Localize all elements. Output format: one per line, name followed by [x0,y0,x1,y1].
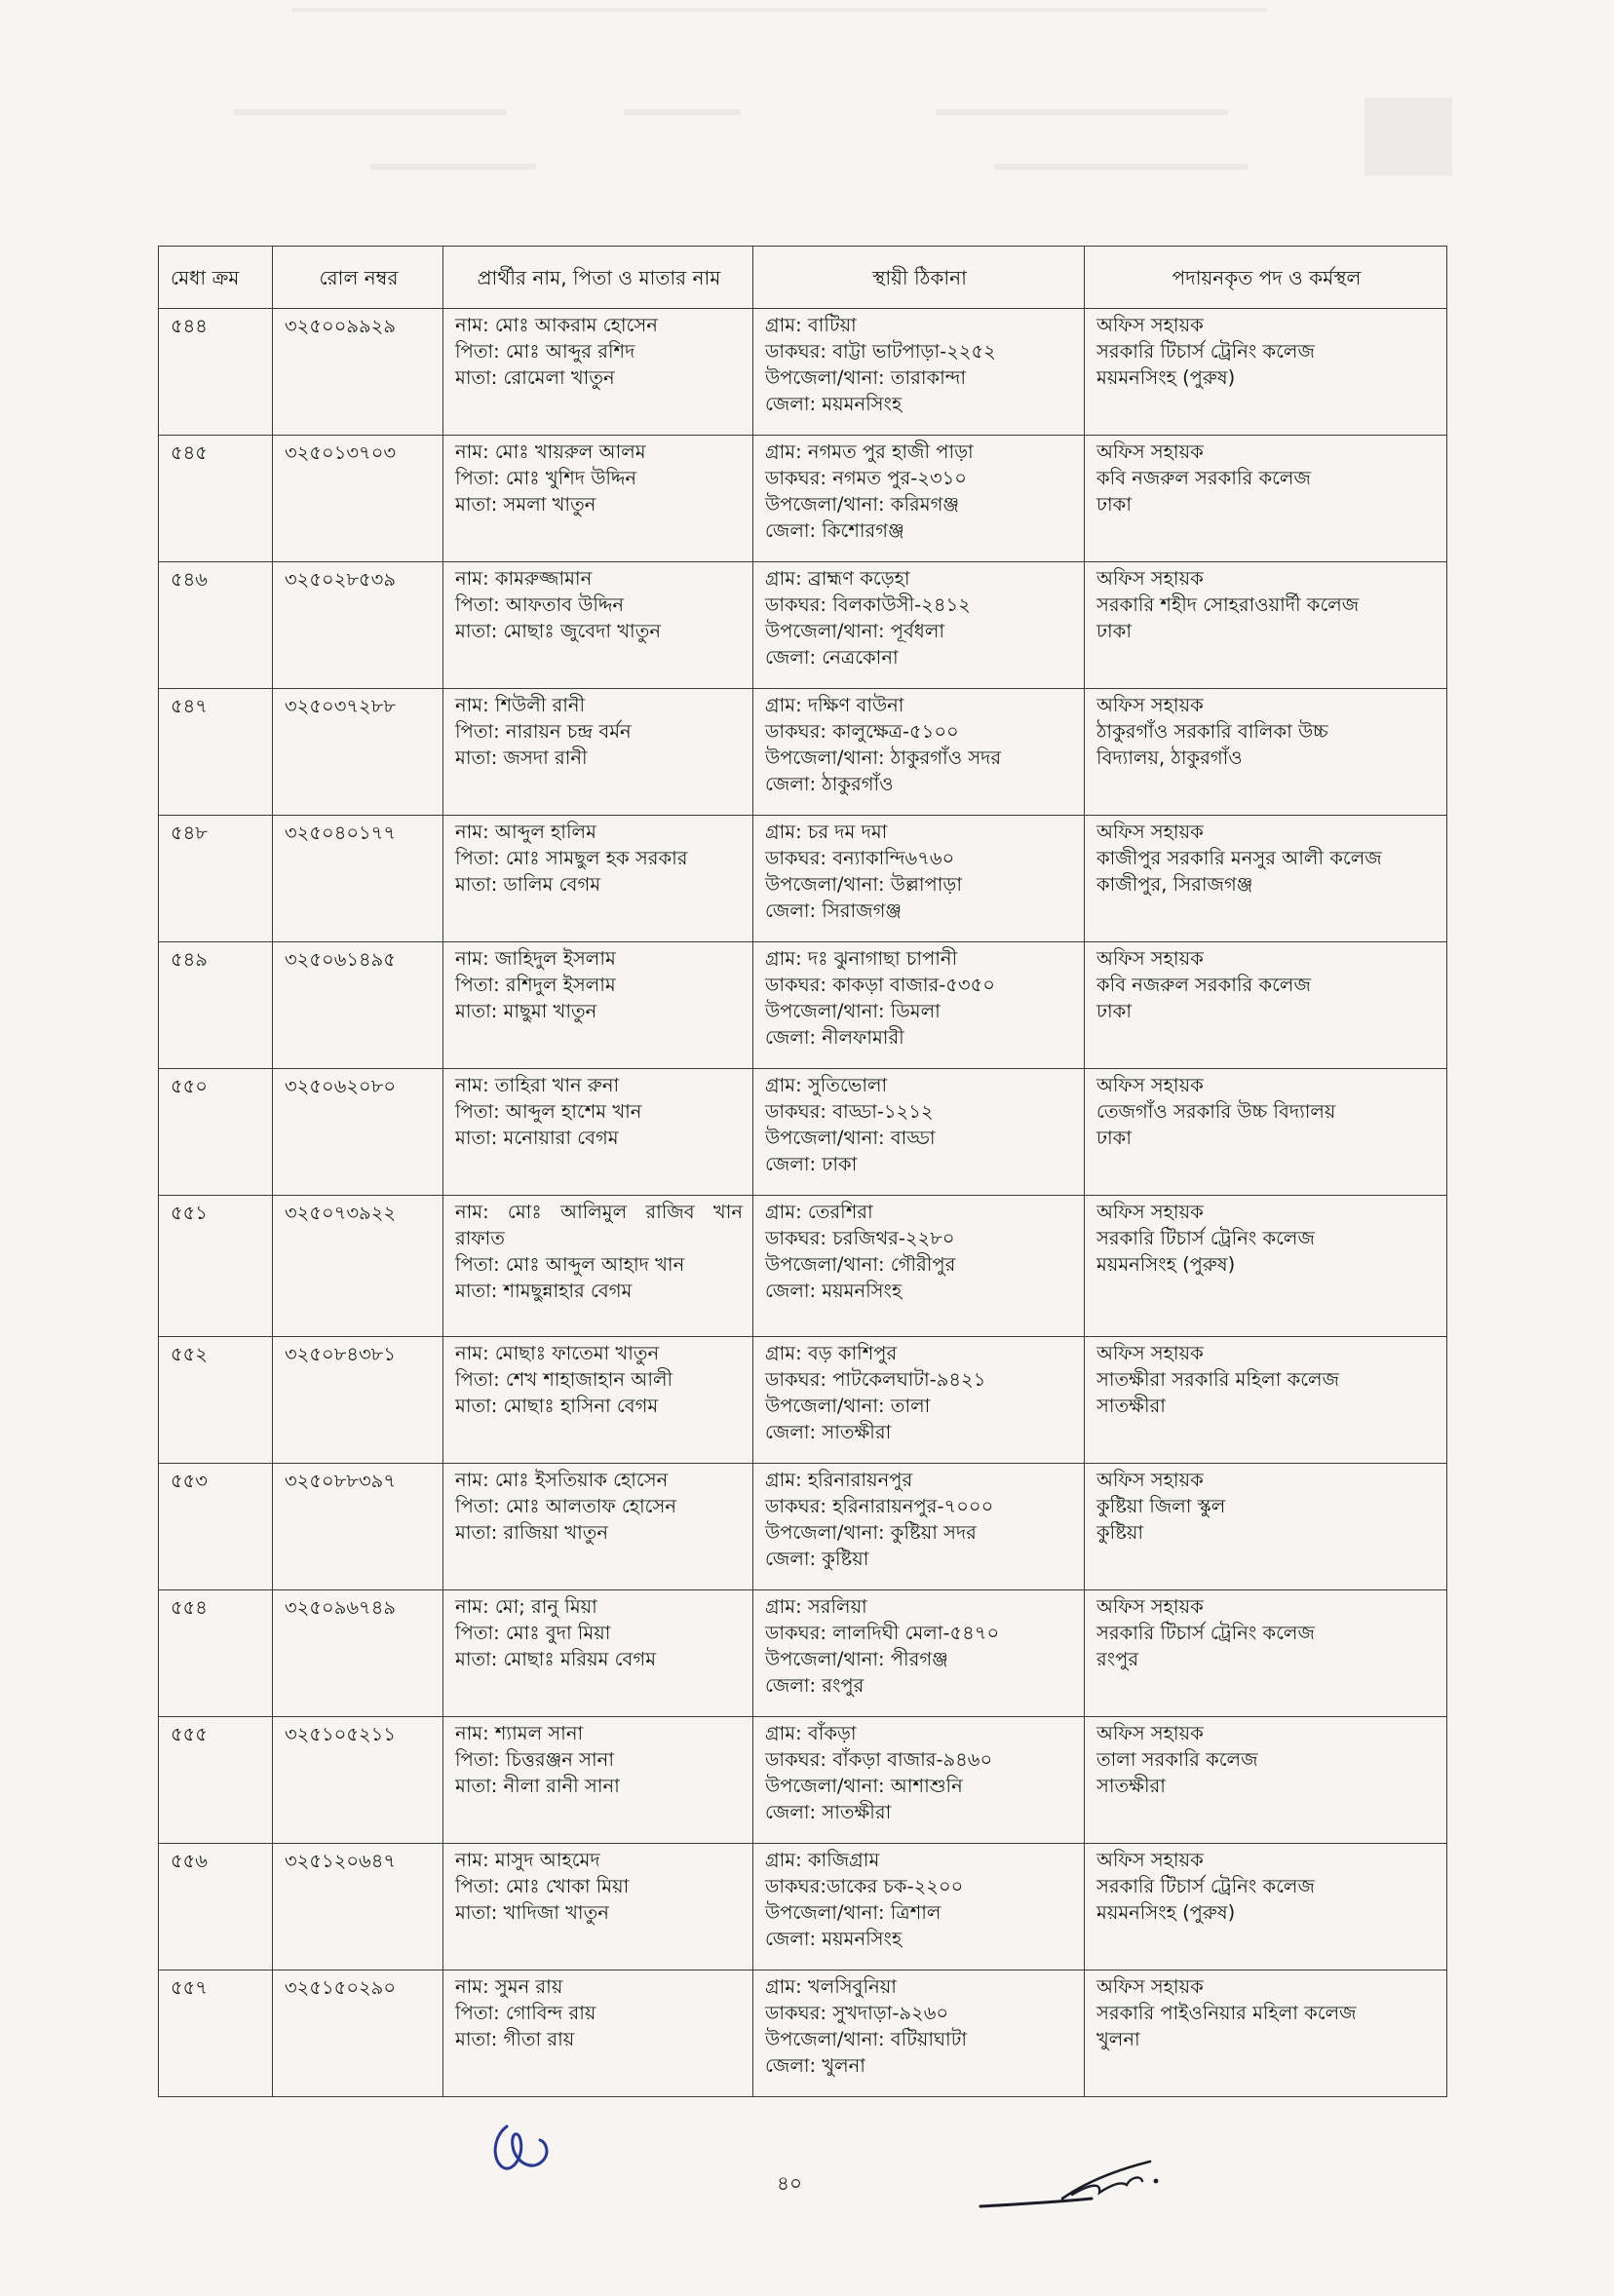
table-header-row [159,247,1447,309]
address-line: জেলা: নীলফামারী [765,1026,904,1049]
address-cell [753,942,1085,1069]
posting-line: কুষ্টিয়া [1096,1521,1144,1544]
bleed-mark [370,164,536,170]
candidate-line: পিতা: শেখ শাহাজাহান আলী [455,1368,673,1391]
posting-line: ময়মনসিংহ (পুরুষ) [1096,1901,1236,1924]
address-line: জেলা: ঠাকুরগাঁও [765,773,894,795]
table-row [159,1337,1447,1464]
serial-cell: ৫৪৮ [159,816,273,942]
address-line: ডাকঘর: বাঁকড়া বাজার-৯৪৬০ [765,1748,993,1771]
candidate-cell [443,1971,753,2097]
candidate-line: মাতা: নীলা রানী সানা [455,1775,620,1797]
address-line: জেলা: নেত্রকোনা [765,646,899,669]
header-address: স্থায়ী ঠিকানা [753,247,1085,309]
address-line: জেলা: সাতক্ষীরা [765,1801,892,1823]
posting-line: ঢাকা [1096,1127,1132,1149]
serial-cell: ৫৫৬ [159,1844,273,1971]
table-row [159,1590,1447,1717]
posting-line: সরকারি টিচার্স ট্রেনিং কলেজ [1096,1875,1315,1897]
address-line: ডাকঘর: বিলকাউসী-২৪১২ [765,593,971,616]
address-line: উপজেলা/থানা: বটিয়াঘাটা [765,2028,967,2050]
posting-line: খুলনা [1096,2028,1140,2050]
serial-cell: ৫৫০ [159,1069,273,1196]
table-row [159,1464,1447,1590]
candidate-line: নাম: মোঃ খায়রুল আলম [455,440,646,463]
signature-left [485,2117,563,2185]
candidate-cell [443,1069,753,1196]
address-line: গ্রাম: দঃ ঝুনাগাছা চাপানী [765,947,958,970]
address-line: গ্রাম: হরিনারায়নপুর [765,1469,913,1491]
address-cell [753,1590,1085,1717]
candidate-cell [443,1196,753,1337]
candidate-line: মাতা: মাছুমা খাতুন [455,1000,597,1022]
serial-cell: ৫৫৭ [159,1971,273,2097]
address-line: উপজেলা/থানা: কুষ্টিয়া সদর [765,1521,977,1544]
address-line: গ্রাম: সুতিভোলা [765,1074,888,1096]
address-cell [753,436,1085,562]
posting-cell [1085,942,1447,1069]
candidate-line: নাম: মোঃ আলিমুল রাজিব খান রাফাত [455,1201,743,1249]
posting-cell [1085,562,1447,689]
candidate-line: মাতা: রোমেলা খাতুন [455,366,615,389]
posting-line: অফিস সহায়ক [1096,1201,1204,1223]
posting-cell [1085,1069,1447,1196]
candidate-line: পিতা: মোঃ আলতাফ হোসেন [455,1495,677,1517]
address-cell [753,1196,1085,1337]
header-posting: পদায়নকৃত পদ ও কর্মস্থল [1085,247,1447,309]
candidate-line: মাতা: জসদা রানী [455,746,588,769]
candidate-line: নাম: মোঃ আকরাম হোসেন [455,314,658,336]
candidate-line: পিতা: মোঃ সামছুল হক সরকার [455,847,688,869]
posting-cell [1085,436,1447,562]
posting-line: সাতক্ষীরা সরকারি মহিলা কলেজ [1096,1368,1340,1391]
candidate-line: পিতা: রশিদুল ইসলাম [455,974,616,996]
posting-cell [1085,1590,1447,1717]
candidate-cell [443,1464,753,1590]
candidate-line: পিতা: নারায়ন চন্দ্র বর্মন [455,720,632,743]
posting-line: ময়মনসিংহ (পুরুষ) [1096,366,1236,389]
address-cell [753,1717,1085,1844]
table-row [159,689,1447,816]
posting-line: অফিস সহায়ক [1096,1342,1204,1364]
roll-cell: ৩২৫০৮৮৩৯৭ [273,1464,443,1590]
address-line: ডাকঘর: নগমত পুর-২৩১০ [765,467,967,489]
candidate-line: মাতা: গীতা রায় [455,2028,575,2050]
address-line: ডাকঘর: পাটকেলঘাটা-৯৪২১ [765,1368,986,1391]
posting-line: অফিস সহায়ক [1096,694,1204,716]
candidate-cell [443,1337,753,1464]
roll-cell: ৩২৫০২৮৫৩৯ [273,562,443,689]
candidate-line: নাম: আব্দুল হালিম [455,821,596,843]
address-line: জেলা: ময়মনসিংহ [765,1280,903,1302]
bleed-mark [234,109,507,115]
candidate-line: মাতা: রাজিয়া খাতুন [455,1521,609,1544]
roll-cell: ৩২৫০৭৩৯২২ [273,1196,443,1337]
address-line: জেলা: ময়মনসিংহ [765,1928,903,1950]
posting-line: অফিস সহায়ক [1096,567,1204,590]
posting-line: অফিস সহায়ক [1096,440,1204,463]
roll-cell: ৩২৫১০৫২১১ [273,1717,443,1844]
address-line: গ্রাম: সরলিয়া [765,1595,867,1618]
candidate-line: পিতা: মোঃ খোকা মিয়া [455,1875,630,1897]
table-row [159,436,1447,562]
address-line: জেলা: সাতক্ষীরা [765,1421,892,1443]
bleed-mark [624,109,741,115]
serial-cell: ৫৫১ [159,1196,273,1337]
posting-line: কুষ্টিয়া জিলা স্কুল [1096,1495,1226,1517]
address-line: গ্রাম: নগমত পুর হাজী পাড়া [765,440,974,463]
candidate-table [158,246,1447,2097]
address-line: ডাকঘর:ডাকের চক-২২০০ [765,1875,964,1897]
address-line: গ্রাম: তেরশিরা [765,1201,873,1223]
serial-cell: ৫৫২ [159,1337,273,1464]
candidate-cell [443,436,753,562]
candidate-line: পিতা: চিত্তরঞ্জন সানা [455,1748,614,1771]
address-line: উপজেলা/থানা: গৌরীপুর [765,1253,956,1276]
candidate-line: নাম: জাহিদুল ইসলাম [455,947,616,970]
candidate-table-wrapper [158,246,1446,2097]
posting-line: ঠাকুরগাঁও সরকারি বালিকা উচ্চ [1096,720,1328,743]
candidate-cell [443,1844,753,1971]
serial-cell: ৫৫৩ [159,1464,273,1590]
address-line: উপজেলা/থানা: আশাশুনি [765,1775,963,1797]
bleed-mark [936,109,1228,115]
candidate-line: মাতা: সমলা খাতুন [455,493,596,516]
candidate-line: পিতা: আফতাব উদ্দিন [455,593,625,616]
serial-cell: ৫৪৭ [159,689,273,816]
candidate-line: নাম: মো; রানু মিয়া [455,1595,597,1618]
posting-line: সাতক্ষীরা [1096,1395,1166,1417]
address-line: উপজেলা/থানা: তারাকান্দা [765,366,967,389]
posting-cell [1085,1196,1447,1337]
posting-line: অফিস সহায়ক [1096,1469,1204,1491]
candidate-line: মাতা: মনোয়ারা বেগম [455,1127,619,1149]
posting-line: সরকারি পাইওনিয়ার মহিলা কলেজ [1096,2002,1357,2024]
posting-line: রংপুর [1096,1648,1139,1670]
candidate-line: নাম: মোঃ ইসতিয়াক হোসেন [455,1469,669,1491]
posting-line: তেজগাঁও সরকারি উচ্চ বিদ্যালয় [1096,1100,1336,1123]
address-cell [753,562,1085,689]
bleed-mark [1364,97,1452,175]
serial-cell: ৫৪৬ [159,562,273,689]
address-line: গ্রাম: বড় কাশিপুর [765,1342,898,1364]
candidate-cell [443,816,753,942]
posting-cell [1085,816,1447,942]
roll-cell: ৩২৫০০৯৯২৯ [273,309,443,436]
address-line: জেলা: খুলনা [765,2054,865,2077]
table-row [159,1844,1447,1971]
address-line: উপজেলা/থানা: ত্রিশাল [765,1901,942,1924]
candidate-line: মাতা: মোছাঃ হাসিনা বেগম [455,1395,659,1417]
posting-line: বিদ্যালয়, ঠাকুরগাঁও [1096,746,1243,769]
address-line: উপজেলা/থানা: ডিমলা [765,1000,941,1022]
address-cell [753,1971,1085,2097]
candidate-line: মাতা: ডালিম বেগম [455,873,601,896]
candidate-line: পিতা: আব্দুল হাশেম খান [455,1100,642,1123]
address-line: উপজেলা/থানা: করিমগঞ্জ [765,493,960,516]
address-line: উপজেলা/থানা: তালা [765,1395,931,1417]
candidate-line: নাম: সুমন রায় [455,1975,563,1998]
roll-cell: ৩২৫০৪০১৭৭ [273,816,443,942]
header-serial: মেধা ক্রম [159,247,273,309]
table-row [159,562,1447,689]
address-cell [753,1464,1085,1590]
posting-cell [1085,1337,1447,1464]
header-name: প্রার্থীর নাম, পিতা ও মাতার নাম [443,247,753,309]
posting-cell [1085,689,1447,816]
roll-cell: ৩২৫০৬১৪৯৫ [273,942,443,1069]
bleed-mark [292,8,1267,12]
address-cell [753,1844,1085,1971]
posting-line: অফিস সহায়ক [1096,947,1204,970]
address-line: ডাকঘর: কালুক্ষেত্র-৫১০০ [765,720,959,743]
address-line: গ্রাম: কাজিগ্রাম [765,1849,880,1871]
roll-cell: ৩২৫০৮৪৩৮১ [273,1337,443,1464]
candidate-line: পিতা: মোঃ খুশিদ উদ্দিন [455,467,637,489]
posting-line: তালা সরকারি কলেজ [1096,1748,1258,1771]
posting-cell [1085,1717,1447,1844]
candidate-line: মাতা: মোছাঃ মরিয়ম বেগম [455,1648,657,1670]
posting-line: ঢাকা [1096,493,1132,516]
address-line: ডাকঘর: চরজিথর-২২৮০ [765,1227,955,1249]
candidate-line: নাম: তাহিরা খান রুনা [455,1074,620,1096]
posting-cell [1085,309,1447,436]
serial-cell: ৫৪৯ [159,942,273,1069]
address-cell [753,816,1085,942]
posting-line: সরকারি টিচার্স ট্রেনিং কলেজ [1096,1622,1315,1644]
posting-cell [1085,1971,1447,2097]
table-row [159,942,1447,1069]
roll-cell: ৩২৫০৬২০৮০ [273,1069,443,1196]
page-number: ৪০ [777,2171,802,2195]
address-line: উপজেলা/থানা: পীরগঞ্জ [765,1648,948,1670]
address-line: উপজেলা/থানা: পূর্বধলা [765,620,945,642]
posting-line: সাতক্ষীরা [1096,1775,1166,1797]
header-roll: রোল নম্বর [273,247,443,309]
address-cell [753,1069,1085,1196]
posting-line: সরকারি টিচার্স ট্রেনিং কলেজ [1096,340,1315,363]
candidate-cell [443,1717,753,1844]
address-cell [753,1337,1085,1464]
signature-right [975,2156,1189,2224]
roll-cell: ৩২৫১৫০২৯০ [273,1971,443,2097]
candidate-line: মাতা: মোছাঃ জুবেদা খাতুন [455,620,661,642]
address-cell [753,309,1085,436]
candidate-cell [443,942,753,1069]
posting-line: অফিস সহায়ক [1096,1595,1204,1618]
address-line: উপজেলা/থানা: বাড্ডা [765,1127,936,1149]
table-body [159,309,1447,2097]
table-row [159,1069,1447,1196]
posting-line: কাজীপুর সরকারি মনসুর আলী কলেজ [1096,847,1382,869]
address-line: ডাকঘর: সুখদাড়া-৯২৬০ [765,2002,949,2024]
serial-cell: ৫৫৫ [159,1717,273,1844]
posting-line: অফিস সহায়ক [1096,314,1204,336]
address-line: ডাকঘর: বন্যাকান্দি৬৭৬০ [765,847,955,869]
candidate-line: নাম: মাসুদ আহমেদ [455,1849,600,1871]
posting-line: ঢাকা [1096,1000,1132,1022]
table-row [159,1971,1447,2097]
posting-line: অফিস সহায়ক [1096,1975,1204,1998]
address-line: ডাকঘর: বাট্টা ভাটপাড়া-২২৫২ [765,340,996,363]
address-line: ডাকঘর: বাড্ডা-১২১২ [765,1100,934,1123]
candidate-cell [443,1590,753,1717]
candidate-line: নাম: কামরুজ্জামান [455,567,593,590]
address-line: গ্রাম: চর দম দমা [765,821,888,843]
address-line: জেলা: কিশোরগঞ্জ [765,519,904,542]
address-line: ডাকঘর: হরিনারায়নপুর-৭০০০ [765,1495,994,1517]
candidate-line: পিতা: গোবিন্দ রায় [455,2002,596,2024]
address-line: জেলা: রংপুর [765,1674,865,1697]
candidate-cell [443,562,753,689]
address-line: জেলা: কুষ্টিয়া [765,1548,869,1570]
address-line: উপজেলা/থানা: উল্লাপাড়া [765,873,962,896]
roll-cell: ৩২৫০৯৬৭৪৯ [273,1590,443,1717]
address-line: গ্রাম: বাটিয়া [765,314,857,336]
address-line: গ্রাম: ব্রাহ্মণ কড়েহা [765,567,910,590]
candidate-cell [443,689,753,816]
address-line: ডাকঘর: লালদিঘী মেলা-৫৪৭০ [765,1622,1000,1644]
address-line: ডাকঘর: কাকড়া বাজার-৫৩৫০ [765,974,995,996]
roll-cell: ৩২৫০৩৭২৮৮ [273,689,443,816]
candidate-cell [443,309,753,436]
address-line: গ্রাম: দক্ষিণ বাউনা [765,694,904,716]
candidate-line: নাম: শিউলী রানী [455,694,586,716]
serial-cell: ৫৪৪ [159,309,273,436]
address-line: জেলা: সিরাজগঞ্জ [765,899,903,922]
posting-line: অফিস সহায়ক [1096,1849,1204,1871]
address-line: জেলা: ঢাকা [765,1153,858,1175]
posting-line: অফিস সহায়ক [1096,1074,1204,1096]
address-line: উপজেলা/থানা: ঠাকুরগাঁও সদর [765,746,1002,769]
posting-line: কবি নজরুল সরকারি কলেজ [1096,467,1311,489]
posting-line: সরকারি শহীদ সোহরাওয়ার্দী কলেজ [1096,593,1360,616]
posting-line: ময়মনসিংহ (পুরুষ) [1096,1253,1236,1276]
table-row [159,309,1447,436]
bleed-mark [994,164,1248,170]
address-line: গ্রাম: খলসিবুনিয়া [765,1975,897,1998]
candidate-line: পিতা: মোঃ আব্দুল আহাদ খান [455,1253,685,1276]
table-row [159,816,1447,942]
posting-cell [1085,1844,1447,1971]
posting-cell [1085,1464,1447,1590]
table-row [159,1717,1447,1844]
serial-cell: ৫৪৫ [159,436,273,562]
candidate-line: মাতা: খাদিজা খাতুন [455,1901,609,1924]
posting-line: সরকারি টিচার্স ট্রেনিং কলেজ [1096,1227,1315,1249]
address-line: জেলা: ময়মনসিংহ [765,393,903,415]
candidate-line: পিতা: মোঃ আব্দুর রশিদ [455,340,635,363]
roll-cell: ৩২৫১২০৬৪৭ [273,1844,443,1971]
candidate-line: নাম: মোছাঃ ফাতেমা খাতুন [455,1342,660,1364]
candidate-line: নাম: শ্যামল সানা [455,1722,584,1744]
posting-line: ঢাকা [1096,620,1132,642]
candidate-line: পিতা: মোঃ বুদা মিয়া [455,1622,611,1644]
posting-line: কবি নজরুল সরকারি কলেজ [1096,974,1311,996]
posting-line: কাজীপুর, সিরাজগঞ্জ [1096,873,1253,896]
address-cell [753,689,1085,816]
serial-cell: ৫৫৪ [159,1590,273,1717]
address-line: গ্রাম: বাঁকড়া [765,1722,857,1744]
candidate-line: মাতা: শামছুন্নাহার বেগম [455,1280,633,1302]
posting-line: অফিস সহায়ক [1096,821,1204,843]
posting-line: অফিস সহায়ক [1096,1722,1204,1744]
table-row [159,1196,1447,1337]
roll-cell: ৩২৫০১৩৭০৩ [273,436,443,562]
